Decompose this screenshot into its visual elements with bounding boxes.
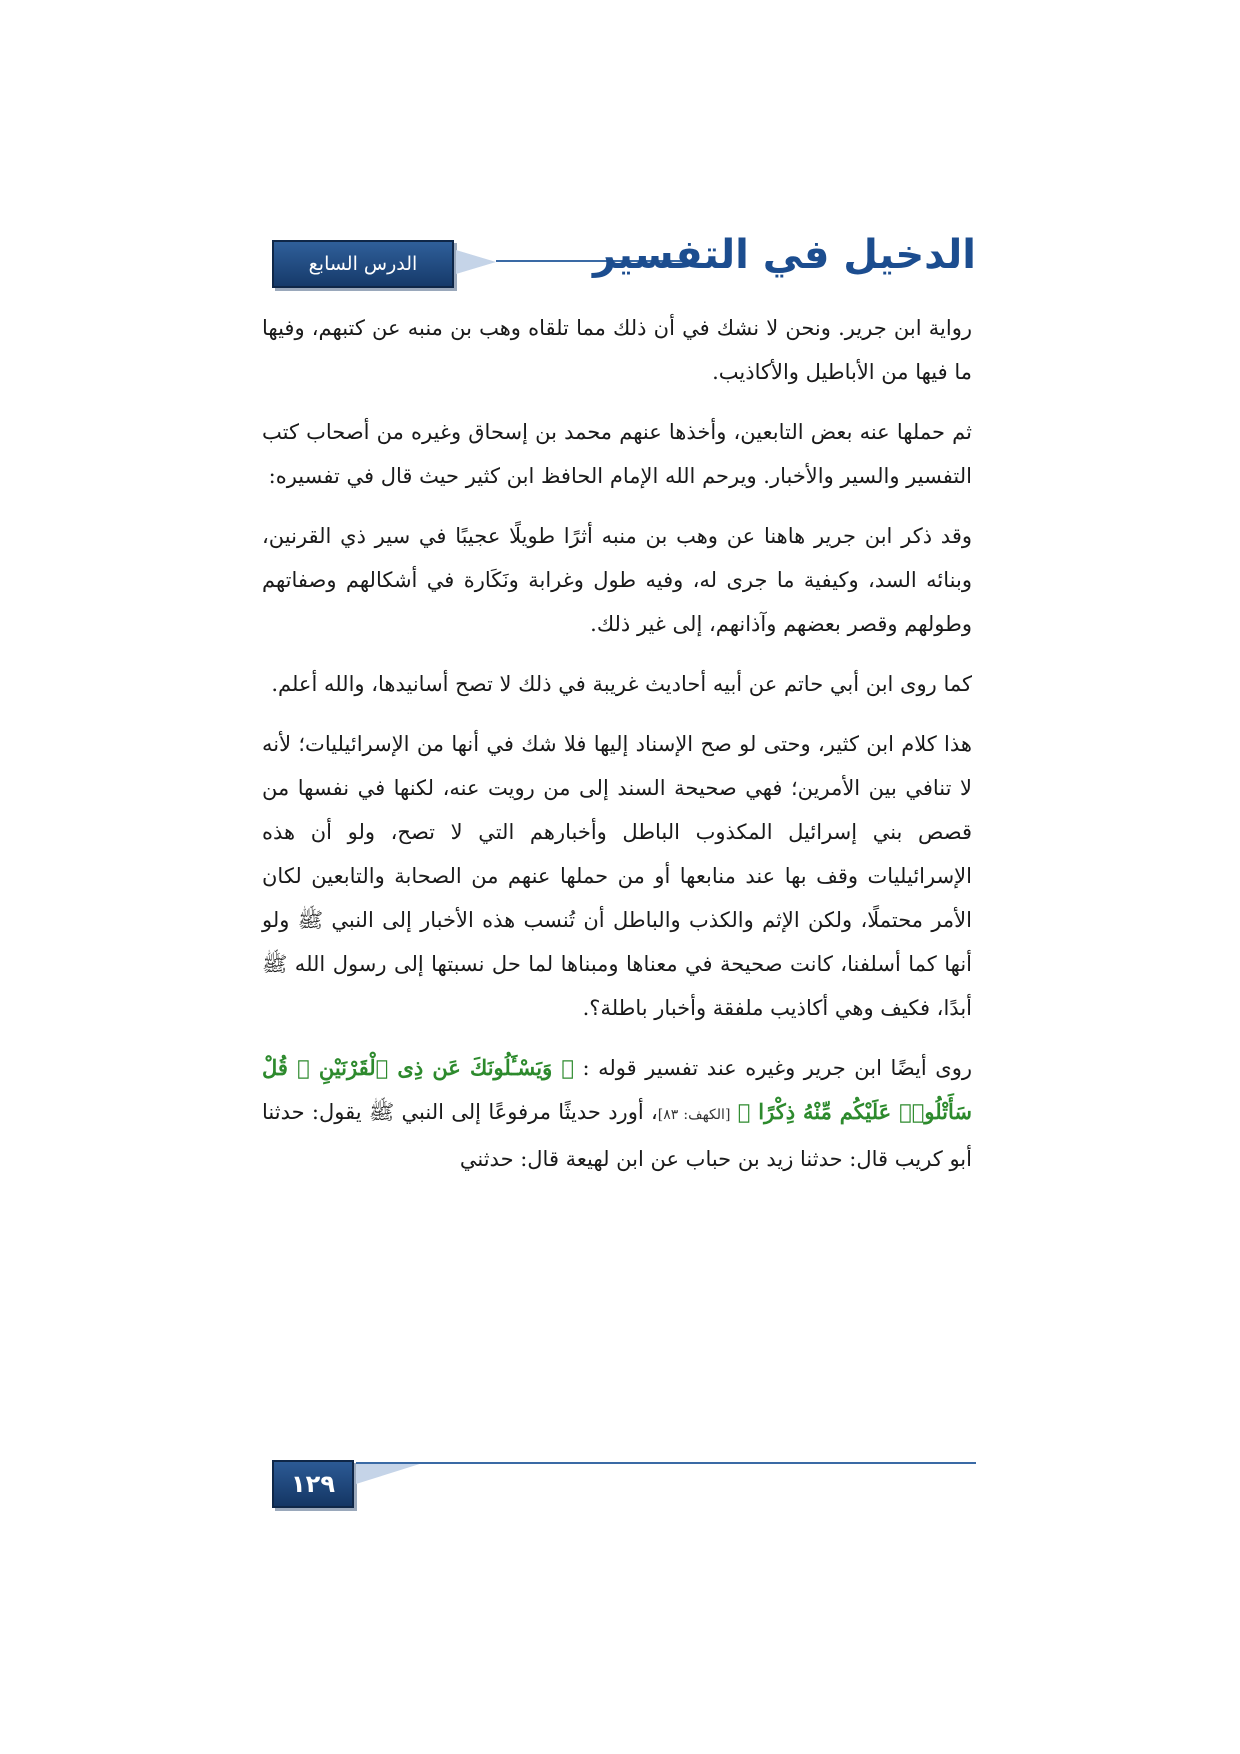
footer-rule-wedge [356,1462,426,1506]
paragraph: وقد ذكر ابن جرير هاهنا عن وهب بن منبه أثرًا طويلًا عجيبًا في سير ذي القرنين، وبنائه السد، وكيفية ما جرى له، وفيه طول وغرابة ونَكَارة في أشكالهم وصفاتهم وطولهم وقصر بعضهم وآذانهم، إلى غير ذلك. [262,524,972,636]
footer-rule-line [356,1462,976,1464]
paragraph: رواية ابن جرير. ونحن لا نشك في أن ذلك مما تلقاه وهب بن منبه عن كتبهم، وفيها ما فيها من الأباطيل والأكاذيب. [262,316,972,384]
paragraph-quran-citation [262,1046,972,1181]
citation-intro: روى أيضًا ابن جرير وغيره عند تفسير قوله : [582,1056,972,1080]
header-rule-wedge [456,250,496,274]
book-title: الدخيل في التفسير [593,232,976,278]
verse-reference: [الكهف: ٨٣] [657,1107,731,1123]
paragraph: هذا كلام ابن كثير، وحتى لو صح الإسناد إليها فلا شك في أنها من الإسرائيليات؛ لأنه لا تنافي بين الأمرين؛ فهي صحيحة السند إلى من رويت عنه، لكنها في نفسها من قصص بني إسرائيل المكذوب الباطل وأخبارهم التي لا تصح، ولو أن هذه الإسرائيليات وقف بها عند منابعها أو من حملها عنهم من الصحابة والتابعين لكان الأمر محتملًا، ولكن الإثم والكذب والباطل أن تُنسب هذه الأخبار إلى النبي ﷺ ولو أنها كما أسلفنا، كانت صحيحة في معناها ومبناها لما حل نسبتها إلى رسول الله ﷺ أبدًا، فكيف وهي أكاذيب ملفقة وأخبار باطلة؟. [262,732,972,1020]
footer-rule [356,1462,976,1506]
page-number: ١٢٩ [272,1460,354,1508]
citation-rest: ، أورد حديثًا مرفوعًا إلى النبي ﷺ يقول: حدثنا أبو كريب قال: حدثنا زيد بن حباب عن ابن لهيعة قال: حدثني [262,1100,972,1171]
lesson-badge: الدرس السابع [272,240,454,288]
page-footer [272,1460,976,1510]
paragraph: كما روى ابن أبي حاتم عن أبيه أحاديث غريبة في ذلك لا تصح أسانيدها، والله أعلم. [271,672,972,696]
quran-verse: ﴿ وَيَسْـَٔلُونَكَ عَن ذِى ٱلْقَرْنَيْنِ ۖ قُلْ سَأَتْلُوا۟ عَلَيْكُم مِّنْهُ ذِكْرًا ﴾ [262,1055,972,1124]
page-body [262,306,972,1197]
page-header [272,232,976,286]
paragraph: ثم حملها عنه بعض التابعين، وأخذها عنهم محمد بن إسحاق وغيره من أصحاب كتب التفسير والسير والأخبار. ويرحم الله الإمام الحافظ ابن كثير حيث قال في تفسيره: [262,420,972,488]
